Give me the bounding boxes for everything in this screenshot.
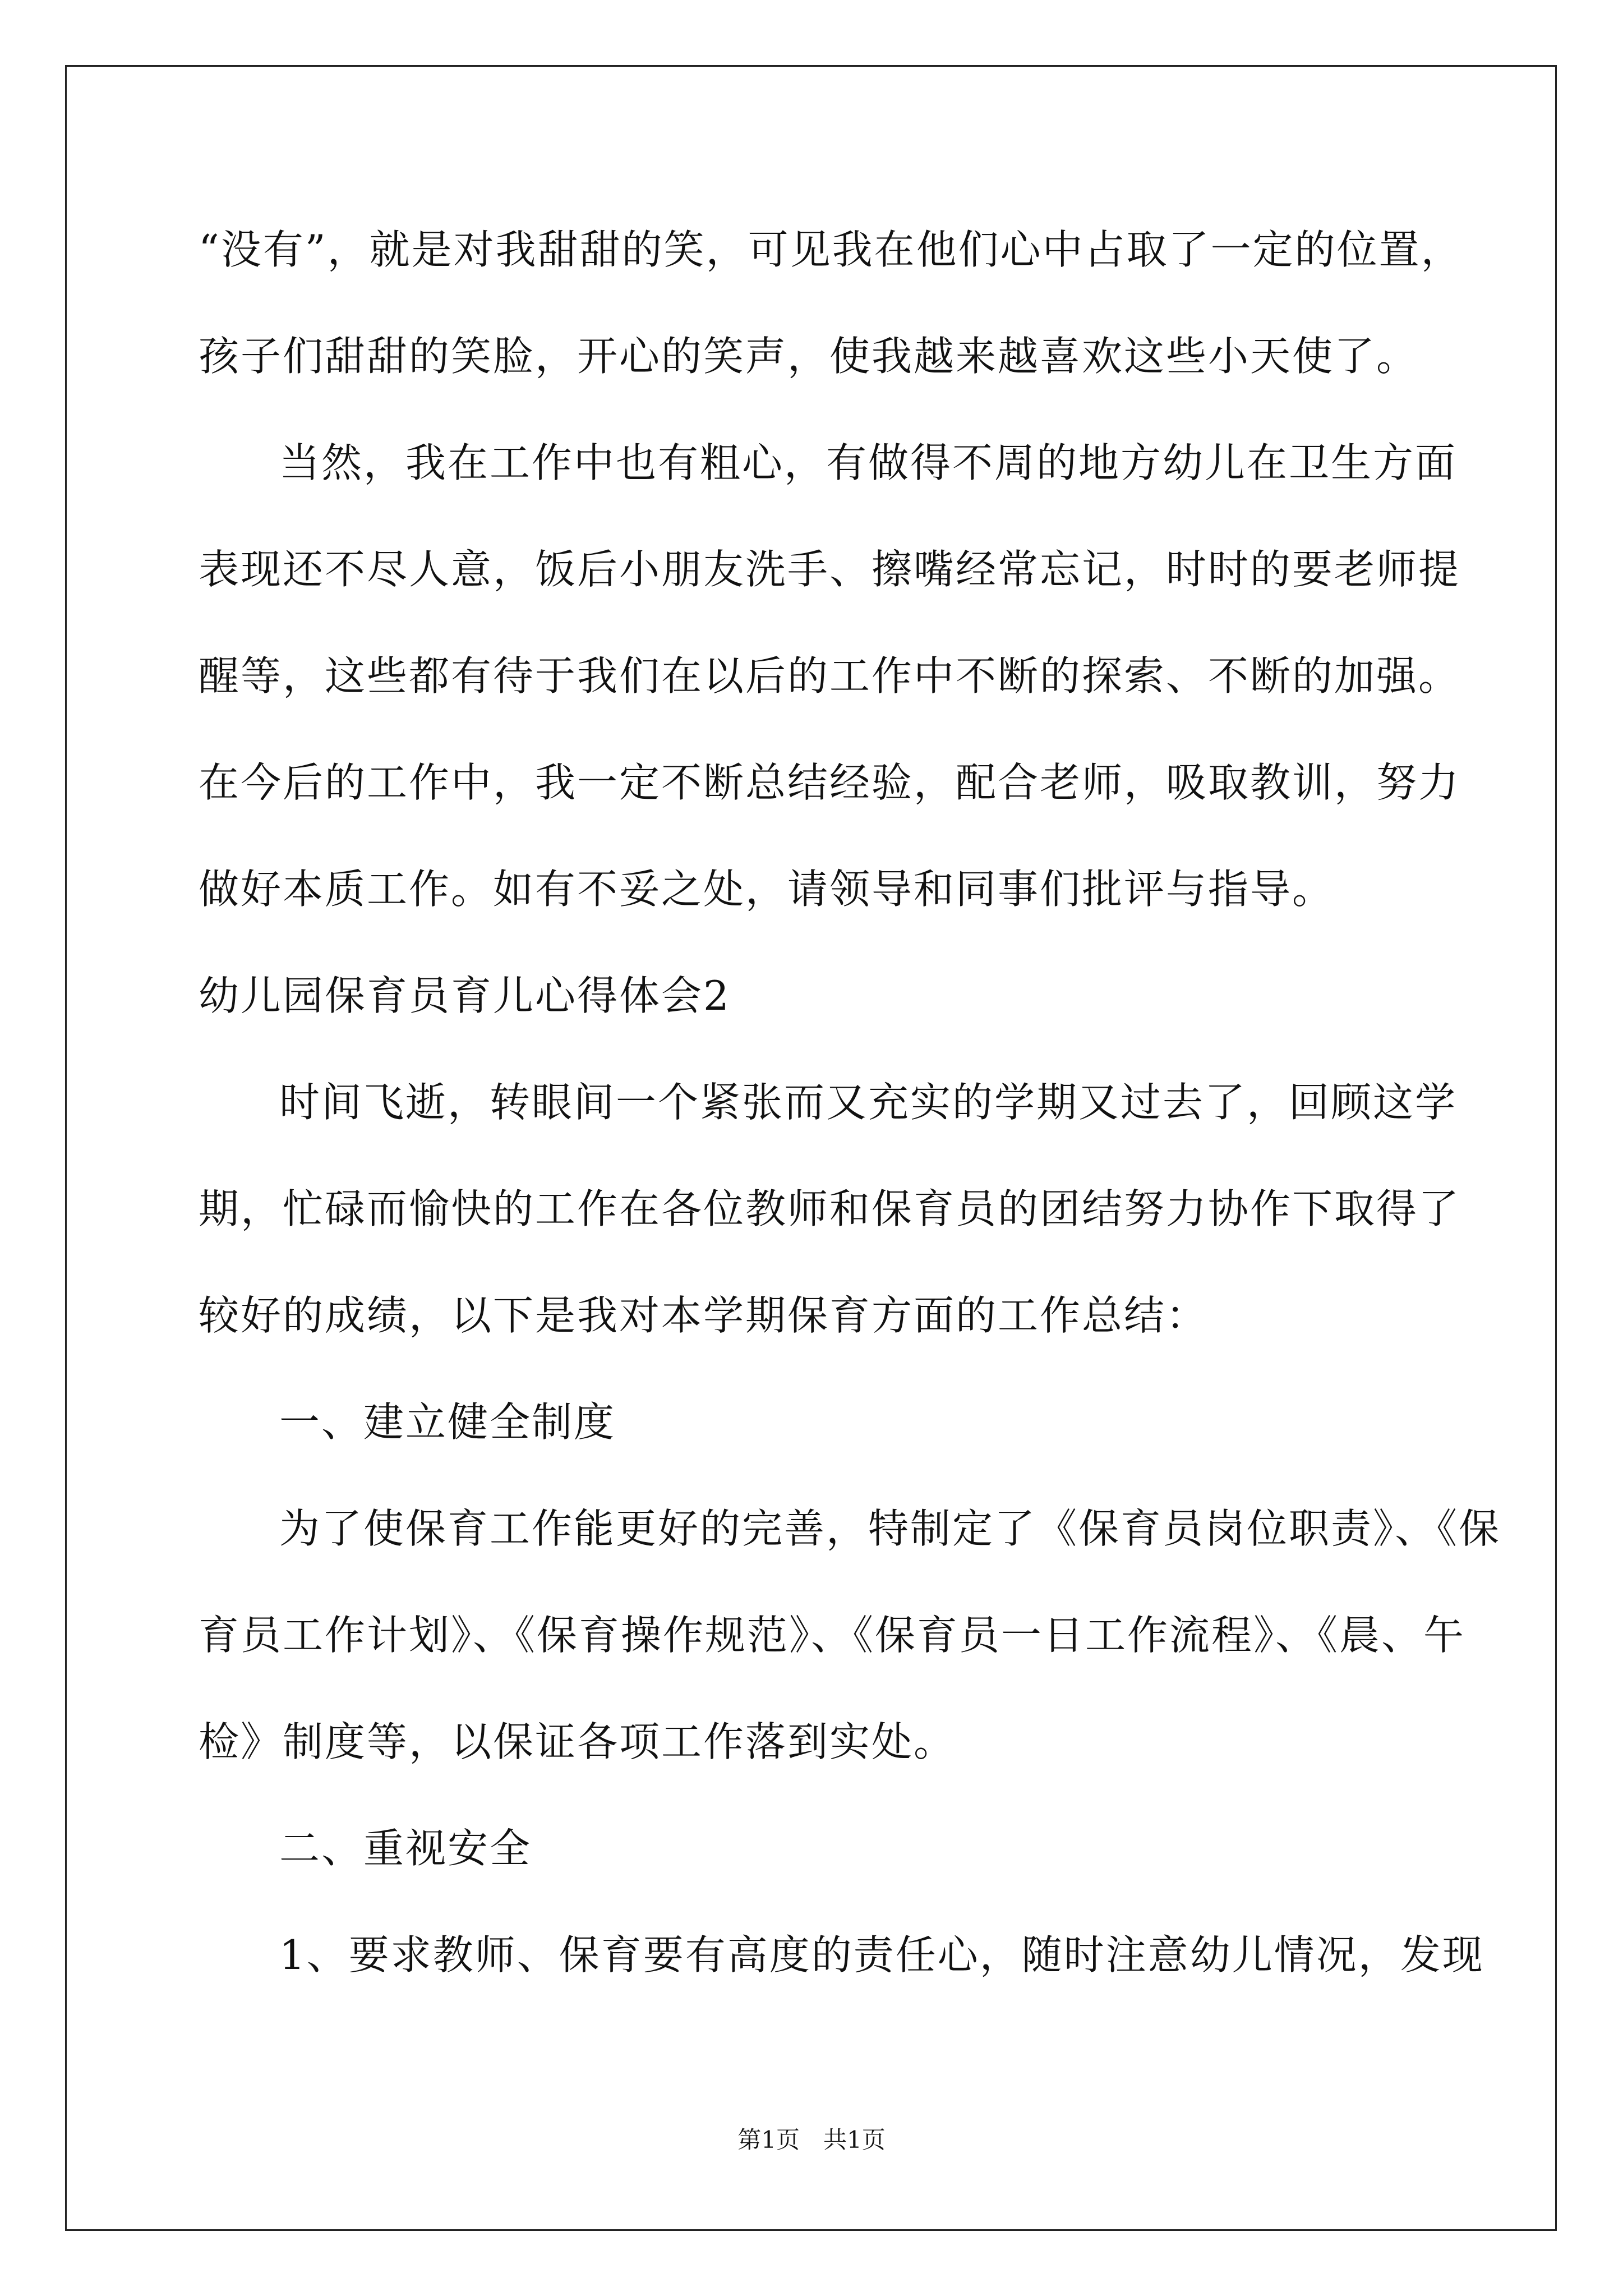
text-line-10: 期，忙碌而愉快的工作在各位教师和保育员的团结努力协作下取得了 [199,1185,1461,1232]
text-line-13: 为了使保育工作能更好的完善，特制定了《保育员岗位职责》、《保 [279,1505,1501,1552]
text-line-2: 孩子们甜甜的笑脸，开心的笑声，使我越来越喜欢这些小天使了。 [199,333,1419,380]
text-line-15: 检》制度等，以保证各项工作落到实处。 [199,1718,956,1765]
text-line-6: 在今后的工作中，我一定不断总结经验，配合老师，吸取教训，努力 [199,759,1461,806]
page-number-footer: 第1页 共1页 [737,2126,886,2154]
text-line-9: 时间飞逝，转眼间一个紧张而又充实的学期又过去了，回顾这学 [279,1079,1458,1126]
subheading-1: 一、建立健全制度 [279,1398,616,1446]
text-line-7: 做好本质工作。如有不妥之处，请领导和同事们批评与指导。 [199,866,1335,913]
page-border [65,65,1557,2231]
text-line-4: 表现还不尽人意，饭后小朋友洗手、擦嘴经常忘记，时时的要老师提 [199,546,1461,593]
subheading-2: 二、重视安全 [279,1825,532,1872]
text-line-1: “没有”，就是对我甜甜的笑，可见我在他们心中占取了一定的位置， [199,226,1463,273]
text-line-17: 1、要求教师、保育要有高度的责任心，随时注意幼儿情况，发现 [279,1931,1484,1978]
text-line-11: 较好的成绩，以下是我对本学期保育方面的工作总结： [199,1292,1209,1339]
text-line-5: 醒等，这些都有待于我们在以后的工作中不断的探索、不断的加强。 [199,652,1461,700]
text-line-14: 育员工作计划》、《保育操作规范》、《保育员一日工作流程》、《晨、午 [199,1612,1466,1659]
text-line-3: 当然，我在工作中也有粗心，有做得不周的地方幼儿在卫生方面 [279,439,1458,486]
section-heading: 幼儿园保育员育儿心得体会2 [199,972,731,1019]
